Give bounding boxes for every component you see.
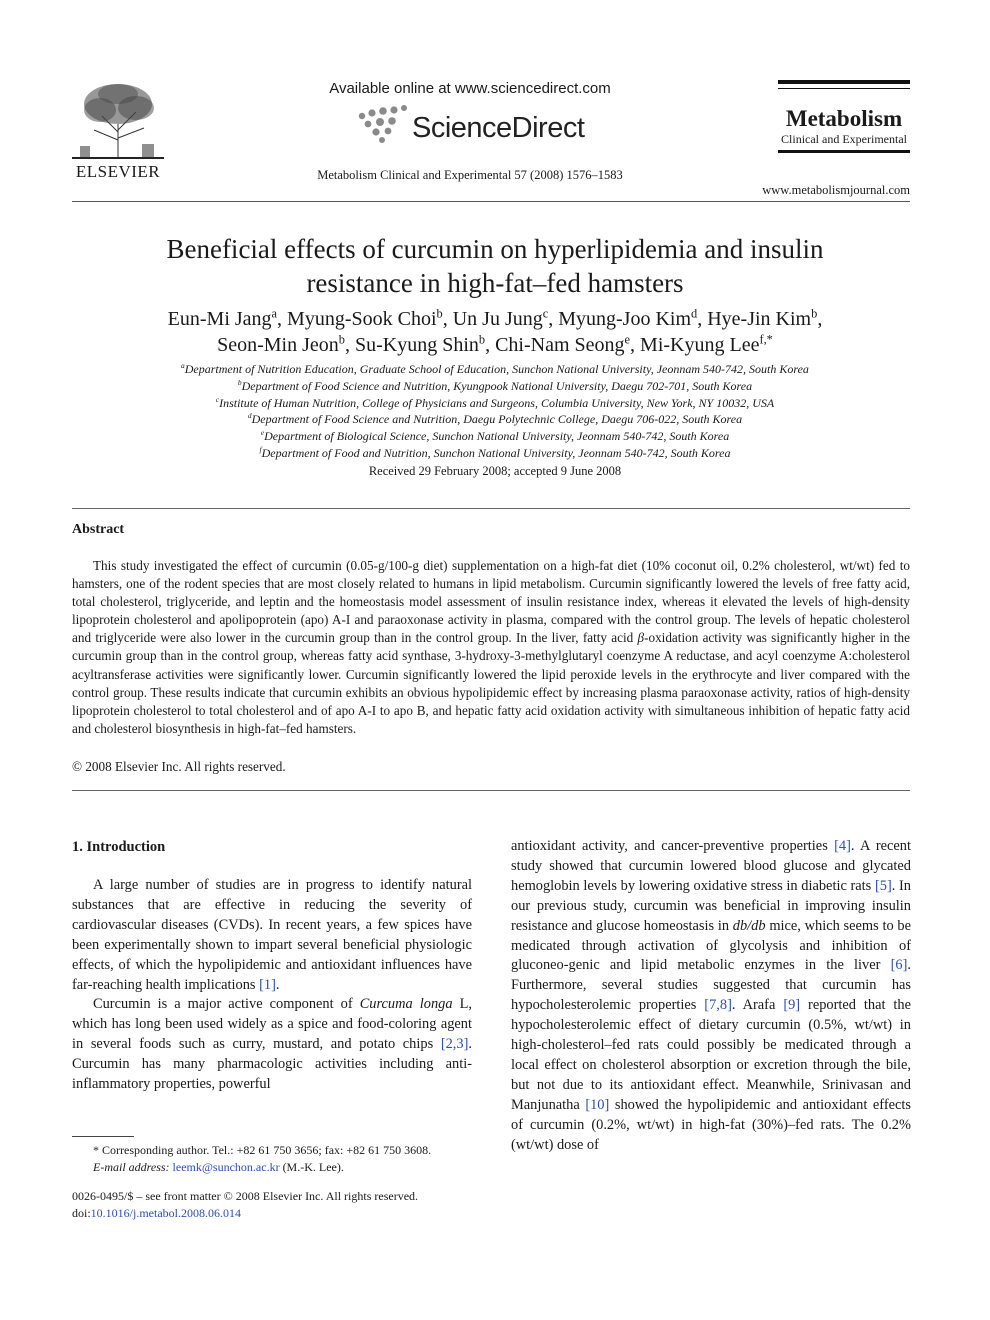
author-separator: , xyxy=(548,308,559,330)
journal-citation: Metabolism Clinical and Experimental 57 (2008) 1576–1583 xyxy=(317,168,623,182)
abstract-beta-symbol: β xyxy=(637,630,645,646)
citation-link[interactable]: [4] xyxy=(834,838,851,854)
front-matter-info xyxy=(72,1188,492,1222)
affiliation-sup: d xyxy=(247,411,252,421)
abstract-text: -oxidation activity was significantly higher in the curcumin group than in the control group, whereas fatty acid synthase, 3-hydroxy-3-methylglutaryl coenzyme A reductase, and acyl coenzyme A:cholesterol acyltransferase activities were significantly lower. Curcumin significantly lowered the lipid peroxide levels in the erythrocyte and liver compared with the control group. These results indicate that curcumin exhibits an obvious hypolipidemic effect by increasing plasma paraoxonase activity, ratios of high-density lipoprotein cholesterol to total cholesterol and of apo A-I to apo B, and hepatic fatty acid oxidation activity with simultaneous inhibition of hepatic fatty acid and cholesterol biosynthesis in high-fat–fed hamsters. xyxy=(72,630,910,736)
doi-line xyxy=(72,1205,492,1222)
author-affil-sup: d xyxy=(691,306,698,321)
author-name[interactable]: Mi-Kyung Lee xyxy=(640,334,760,356)
paragraph-text: . Furthermore, several studies suggested that curcumin has hypocholesterolemic properties xyxy=(511,957,911,1014)
author-affil-sup: e xyxy=(624,332,631,347)
right-column xyxy=(511,837,911,1156)
author-name[interactable]: Eun-Mi Jang xyxy=(167,308,272,330)
author-separator: , xyxy=(630,334,641,356)
journal-logo-rule xyxy=(778,150,910,153)
author-separator: , xyxy=(817,308,823,330)
abstract-text: This study investigated the effect of curcumin (0.05-g/100-g diet) supplementation on a high-fat diet (10% coconut oil, 0.2% cholesterol, wt/wt) fed to hamsters, one of the rodent species that are most closely related to humans in lipid metabolism. Curcumin significantly lowered the levels of free fatty acid, total cholesterol, triglyceride, and leptin and the homeostasis model assessment of insulin resistance index, whereas it elevated the levels of high-density lipoprotein cholesterol and apolipoprotein (apo) A-I and paraoxonase activity in plasma, compared with the control group. The levels of hepatic cholesterol and triglyceride were also lower in the curcumin group than in the control group. In the liver, fatty acid xyxy=(72,558,910,646)
citation-link[interactable]: [10] xyxy=(585,1096,610,1113)
abstract-copyright: © 2008 Elsevier Inc. All rights reserved. xyxy=(72,759,286,774)
paragraph-text: showed the hypolipidemic and antioxidant effects of curcumin (0.2%, wt/wt) in high-fat (30%)–fed rats. The 0.2% (wt/wt) dose of xyxy=(511,1096,911,1153)
footnote-text: (M.-K. Lee). xyxy=(279,1160,344,1174)
intro-paragraph-continued xyxy=(511,837,911,1156)
affiliation-sup: c xyxy=(215,394,220,404)
paragraph-text: . A recent study showed that curcumin lowered blood glucose and glycated hemoglobin levels by lowering oxidative stress in diabetic rats xyxy=(511,838,911,894)
sciencedirect-wordmark: ScienceDirect xyxy=(412,112,585,144)
affiliation-sup: e xyxy=(260,428,265,438)
author-affil-sup: b xyxy=(811,306,818,321)
citation-link[interactable]: [1] xyxy=(259,976,276,993)
affiliation-text: Institute of Human Nutrition, College of Physicians and Surgeons, Columbia University, New York, NY 10032, USA xyxy=(219,395,775,410)
footnote-text: Corresponding author. Tel.: +82 61 750 3656; fax: +82 61 750 3608. xyxy=(99,1143,432,1157)
affiliation xyxy=(90,411,900,428)
author-affil-sup: b xyxy=(478,332,486,347)
paragraph-text: antioxidant activity, and cancer-preventive properties xyxy=(511,838,835,854)
paragraph-text: . xyxy=(275,976,280,993)
affiliation xyxy=(90,428,900,445)
affiliation xyxy=(90,395,900,412)
doi-link[interactable]: 10.1016/j.metabol.2008.06.014 xyxy=(90,1206,241,1220)
corresponding-author-footnote xyxy=(72,1142,472,1176)
author-separator: , xyxy=(442,308,453,330)
author-affil-sup: b xyxy=(338,332,345,347)
journal-logo-rule xyxy=(778,80,910,84)
paragraph-text: A large number of studies are in progress to identify natural substances that are effective in reducing the severity of cardiovascular diseases (CVDs). In recent years, a few spices have been experimentally shown to impart several beneficial physiologic effects, of which the hypolipidemic and antioxidant influences have far-reaching health implications xyxy=(72,877,472,993)
issn-line: 0026-0495/$ – see front matter © 2008 Elsevier Inc. All rights reserved. xyxy=(72,1189,419,1203)
mouse-strain: db/db xyxy=(732,917,766,934)
email-link[interactable]: leemk@sunchon.ac.kr xyxy=(172,1160,280,1174)
author-name[interactable]: Myung-Joo Kim xyxy=(558,308,692,330)
author-name[interactable]: Su-Kyung Shin xyxy=(354,334,479,356)
elsevier-tree-logo xyxy=(72,80,164,160)
affiliation-text: Department of Food Science and Nutrition, Daegu Polytechnic College, Daegu 706-022, South Korea xyxy=(251,412,743,427)
author-affil-sup: f,* xyxy=(759,332,773,347)
header-divider xyxy=(72,201,910,202)
citation-link[interactable]: [6] xyxy=(890,957,908,974)
footnote-line xyxy=(72,1142,472,1159)
author-name[interactable]: Seon-Min Jeon xyxy=(217,334,339,356)
email-label: E-mail address: xyxy=(93,1160,170,1174)
author-name[interactable]: Un Ju Jung xyxy=(452,308,543,330)
abstract-divider-bottom xyxy=(72,790,910,791)
author-name[interactable]: Hye-Jin Kim xyxy=(707,308,812,330)
abstract-body xyxy=(72,557,910,738)
affiliation-text: Department of Food Science and Nutrition, Kyungpook National University, Daegu 702-701, South Korea xyxy=(241,378,753,393)
footnote-line xyxy=(72,1159,472,1176)
author-line xyxy=(90,332,900,358)
paragraph-text: reported that the hypocholesterolemic effect of dietary curcumin (0.5%, wt/wt) in high-cholesterol–fed rats could possibly be medicated through a local effect on cholesterol absorption or excretion through the bile, but not due to its antioxidant effect. Meanwhile, Srinivasan and Manjunatha xyxy=(511,997,912,1113)
author-separator: , xyxy=(344,334,355,356)
author-affil-sup: c xyxy=(542,306,549,321)
citation-link[interactable]: [9] xyxy=(783,997,801,1014)
journal-url-link[interactable]: www.metabolismjournal.com xyxy=(762,183,910,197)
abstract-heading: Abstract xyxy=(72,522,125,537)
author-separator: , xyxy=(697,308,708,330)
author-separator: , xyxy=(485,334,496,356)
paragraph-text: Curcumin is a major active component of xyxy=(93,996,360,1013)
affiliation-sup: f xyxy=(259,444,262,454)
affiliation-sup: b xyxy=(237,377,242,387)
affiliation-text: Department of Food and Nutrition, Sunchon National University, Jeonnam 540-742, South Korea xyxy=(261,445,731,460)
intro-paragraph-1 xyxy=(72,876,472,995)
left-column xyxy=(72,837,472,1095)
paragraph-text: . In our previous study, curcumin was beneficial in improving insulin resistance and glucose homeostasis in xyxy=(511,877,911,934)
author-name[interactable]: Myung-Sook Choi xyxy=(287,308,437,330)
article-title-line: Beneficial effects of curcumin on hyperlipidemia and insulin xyxy=(166,234,824,264)
journal-logo-subtitle: Clinical and Experimental xyxy=(781,132,907,146)
affiliation xyxy=(90,361,900,378)
author-list xyxy=(90,306,900,358)
author-name[interactable]: Chi-Nam Seong xyxy=(495,334,625,356)
citation-link[interactable]: [2,3] xyxy=(440,1036,469,1053)
affiliation xyxy=(90,378,900,395)
author-line xyxy=(90,306,900,332)
paragraph-text: . Curcumin has many pharmacologic activities including anti-inflammatory properties, powerful xyxy=(72,1036,472,1093)
citation-link[interactable]: [7,8] xyxy=(704,997,732,1014)
intro-paragraph-2 xyxy=(72,995,472,1095)
section-heading-introduction: 1. Introduction xyxy=(72,839,166,855)
paragraph-text: mice, which seems to be medicated through activation of glycolysis and inhibition of gluconeo-genic and lipid metabolic enzymes in the liver xyxy=(511,917,911,974)
citation-link[interactable]: [5] xyxy=(874,877,892,894)
doi-label: doi: xyxy=(72,1206,91,1220)
received-dates: Received 29 February 2008; accepted 9 June 2008 xyxy=(368,464,622,478)
affiliation xyxy=(90,445,900,462)
journal-logo-title: Metabolism xyxy=(785,106,903,131)
affiliation-text: Department of Biological Science, Sunchon National University, Jeonnam 540-742, South Korea xyxy=(264,429,730,444)
author-affil-sup: b xyxy=(436,306,443,321)
journal-logo-rule xyxy=(778,88,910,89)
author-affil-sup: a xyxy=(271,306,278,321)
publisher-logo-text: ELSEVIER xyxy=(75,162,161,181)
affiliation-text: Department of Nutrition Education, Graduate School of Education, Sunchon National University, Jeonnam 540-742, South Korea xyxy=(184,362,809,376)
affiliation-sup: a xyxy=(181,361,185,370)
footnote-rule xyxy=(72,1136,134,1137)
article-title xyxy=(110,232,880,300)
article-title-line: resistance in high-fat–fed hamsters xyxy=(306,268,684,298)
author-separator: , xyxy=(277,308,288,330)
abstract-divider-top xyxy=(72,508,910,509)
available-online-text: Available online at www.sciencedirect.com xyxy=(329,80,611,97)
species-name: Curcuma longa xyxy=(359,996,453,1013)
affiliation-list xyxy=(90,361,900,462)
footnote-marker: * xyxy=(93,1143,99,1157)
paragraph-text: . Arafa xyxy=(731,997,784,1014)
paragraph-text: L, which has long been used widely as a spice and food-coloring agent in several foods such as curry, mustard, and potato chips xyxy=(72,996,472,1053)
